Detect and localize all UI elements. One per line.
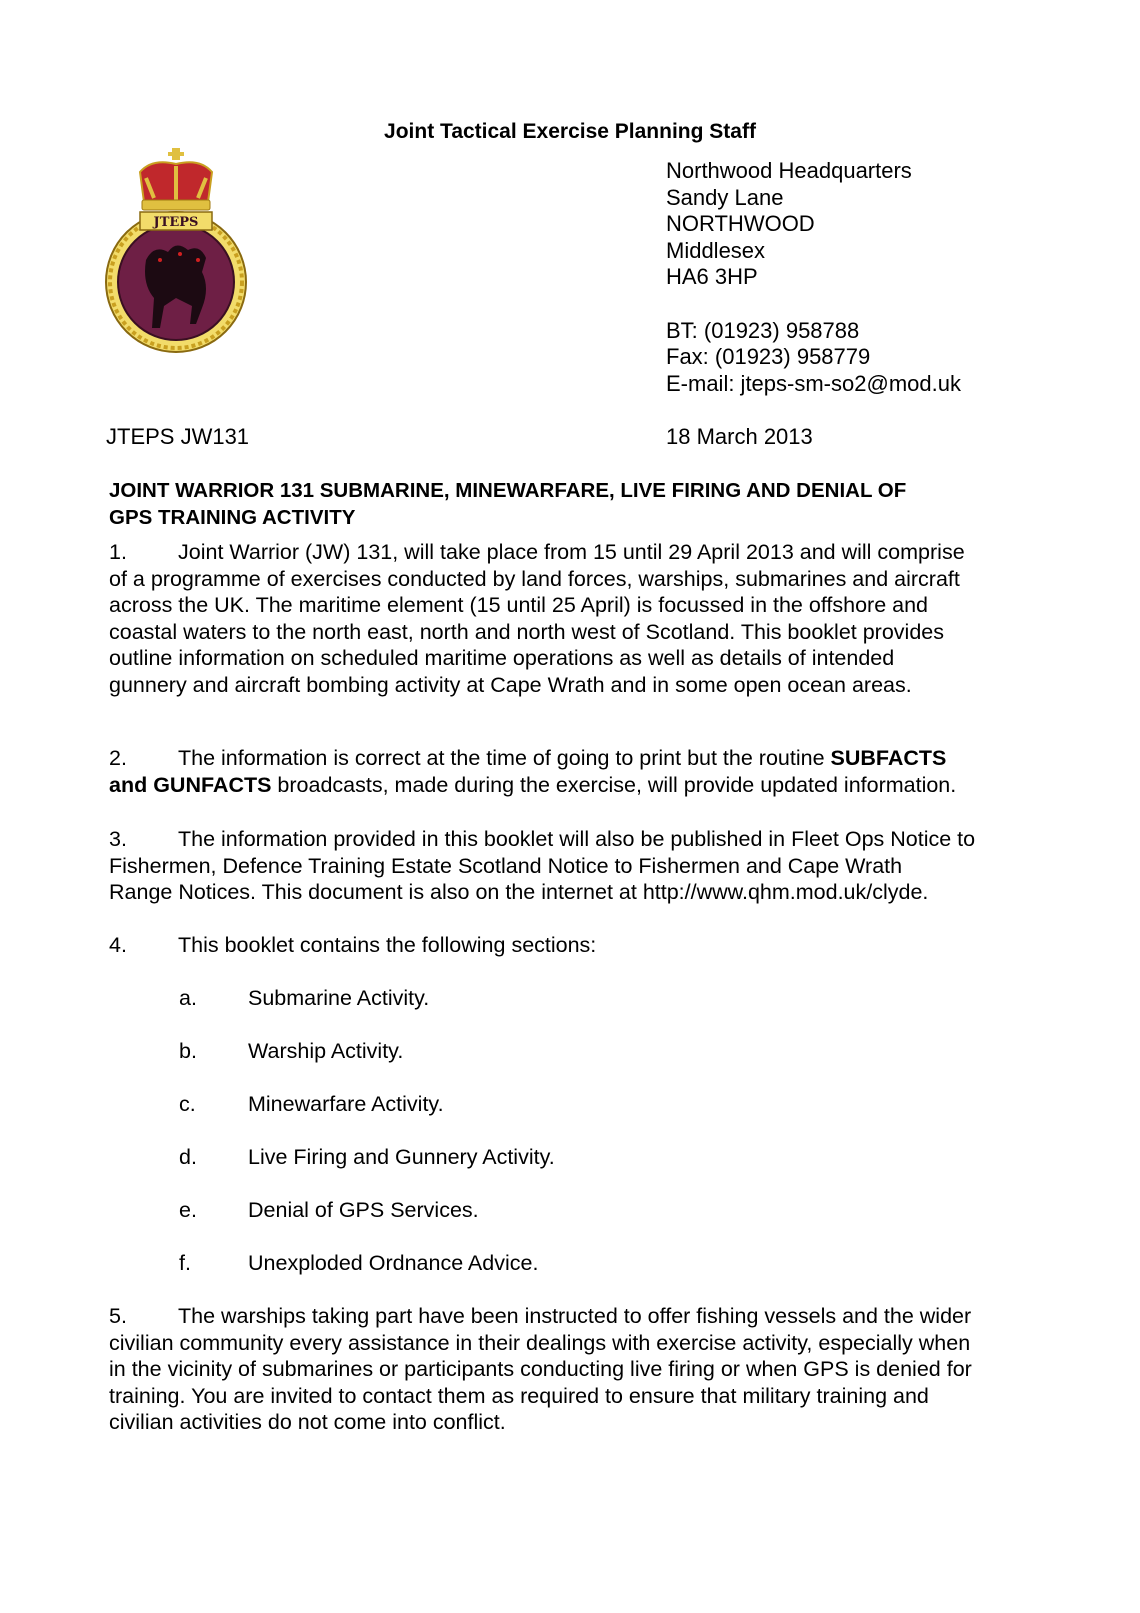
paragraph-2 xyxy=(109,745,1049,798)
list-item-text: Unexploded Ordnance Advice. xyxy=(248,1251,539,1275)
list-item-text: Denial of GPS Services. xyxy=(248,1198,479,1222)
paragraph-3 xyxy=(109,826,1049,906)
list-item xyxy=(179,1091,444,1118)
list-item xyxy=(179,1250,538,1277)
list-item xyxy=(179,1144,555,1171)
address-line: Sandy Lane xyxy=(666,184,784,210)
organisation-heading: Joint Tactical Exercise Planning Staff xyxy=(384,120,756,143)
list-item xyxy=(179,985,429,1012)
paragraph-line: civilian community every assistance in their dealings with exercise activity, especially when xyxy=(109,1330,971,1355)
paragraph-line: The information provided in this booklet will also be published in Fleet Ops Notice to xyxy=(178,827,976,851)
paragraph-line: of a programme of exercises conducted by land forces, warships, submarines and aircraft xyxy=(109,566,960,591)
title-line: GPS TRAINING ACTIVITY xyxy=(109,505,356,529)
paragraph-line: The warships taking part have been instructed to offer fishing vessels and the wider xyxy=(178,1304,972,1328)
crown-icon xyxy=(140,148,212,210)
paragraph-line: outline information on scheduled maritime operations as well as details of intended xyxy=(109,646,895,670)
paragraph-5 xyxy=(109,1303,1049,1436)
list-item-text: Live Firing and Gunnery Activity. xyxy=(248,1145,555,1169)
list-item-letter: a. xyxy=(179,986,197,1010)
gunfacts-term: and GUNFACTS xyxy=(109,772,272,797)
crest-banner-text: JTEPS xyxy=(153,215,199,230)
paragraph-number: 1. xyxy=(109,540,127,564)
list-item-text: Submarine Activity. xyxy=(248,986,430,1010)
paragraph-line: Range Notices. This document is also on the internet at http://www.qhm.mod.uk/clyde. xyxy=(109,880,929,904)
list-item xyxy=(179,1197,479,1224)
title-line: JOINT WARRIOR 131 SUBMARINE, MINEWARFARE, LIVE FIRING AND DENIAL OF xyxy=(109,479,907,502)
paragraph-1 xyxy=(109,539,1049,698)
paragraph-number: 2. xyxy=(109,746,127,770)
address-block xyxy=(666,158,961,397)
subfacts-term: SUBFACTS xyxy=(830,746,947,770)
address-line: NORTHWOOD xyxy=(666,211,815,236)
list-item-letter: d. xyxy=(179,1145,197,1169)
list-item-letter: b. xyxy=(179,1039,197,1063)
document-reference: JTEPS JW131 xyxy=(106,424,250,449)
paragraph-line: gunnery and aircraft bombing activity at Cape Wrath and in some open ocean areas. xyxy=(109,672,912,697)
paragraph-4 xyxy=(109,932,1049,959)
jteps-crest-logo xyxy=(102,148,250,358)
phone-number: BT: (01923) 958788 xyxy=(666,317,860,343)
address-line: HA6 3HP xyxy=(666,264,758,289)
address-line: Northwood Headquarters xyxy=(666,158,912,183)
list-item-text: Minewarfare Activity. xyxy=(248,1092,444,1116)
list-item-text: Warship Activity. xyxy=(248,1039,404,1063)
paragraph-number: 5. xyxy=(109,1304,127,1328)
fax-number: Fax: (01923) 958779 xyxy=(666,344,871,369)
list-item xyxy=(179,1038,403,1065)
list-item-letter: f. xyxy=(179,1251,191,1275)
paragraph-number: 3. xyxy=(109,827,127,851)
paragraph-text: This booklet contains the following sections: xyxy=(178,933,597,957)
document-date: 18 March 2013 xyxy=(666,424,813,449)
list-item-letter: c. xyxy=(179,1092,196,1116)
paragraph-line: in the vicinity of submarines or participants conducting live firing or when GPS is denied for xyxy=(109,1357,972,1381)
paragraph-line: civilian activities do not come into conflict. xyxy=(109,1410,506,1434)
email-address: E-mail: jteps-sm-so2@mod.uk xyxy=(666,370,961,396)
address-line: Middlesex xyxy=(666,237,766,263)
paragraph-line: training. You are invited to contact them as required to ensure that military training and xyxy=(109,1383,929,1408)
paragraph-number: 4. xyxy=(109,933,127,957)
paragraph-text: broadcasts, made during the exercise, will provide updated information. xyxy=(271,772,957,797)
paragraph-line: across the UK. The maritime element (15 until 25 April) is focussed in the offshore and xyxy=(109,593,929,617)
list-item-letter: e. xyxy=(179,1198,197,1222)
paragraph-line: Joint Warrior (JW) 131, will take place from 15 until 29 April 2013 and will comprise xyxy=(178,540,965,564)
document-title xyxy=(109,478,1039,531)
paragraph-line: Fishermen, Defence Training Estate Scotland Notice to Fishermen and Cape Wrath xyxy=(109,853,903,878)
paragraph-line: coastal waters to the north east, north and north west of Scotland. This booklet provides xyxy=(109,619,944,644)
paragraph-text: The information is correct at the time of going to print but the routine xyxy=(178,746,831,770)
